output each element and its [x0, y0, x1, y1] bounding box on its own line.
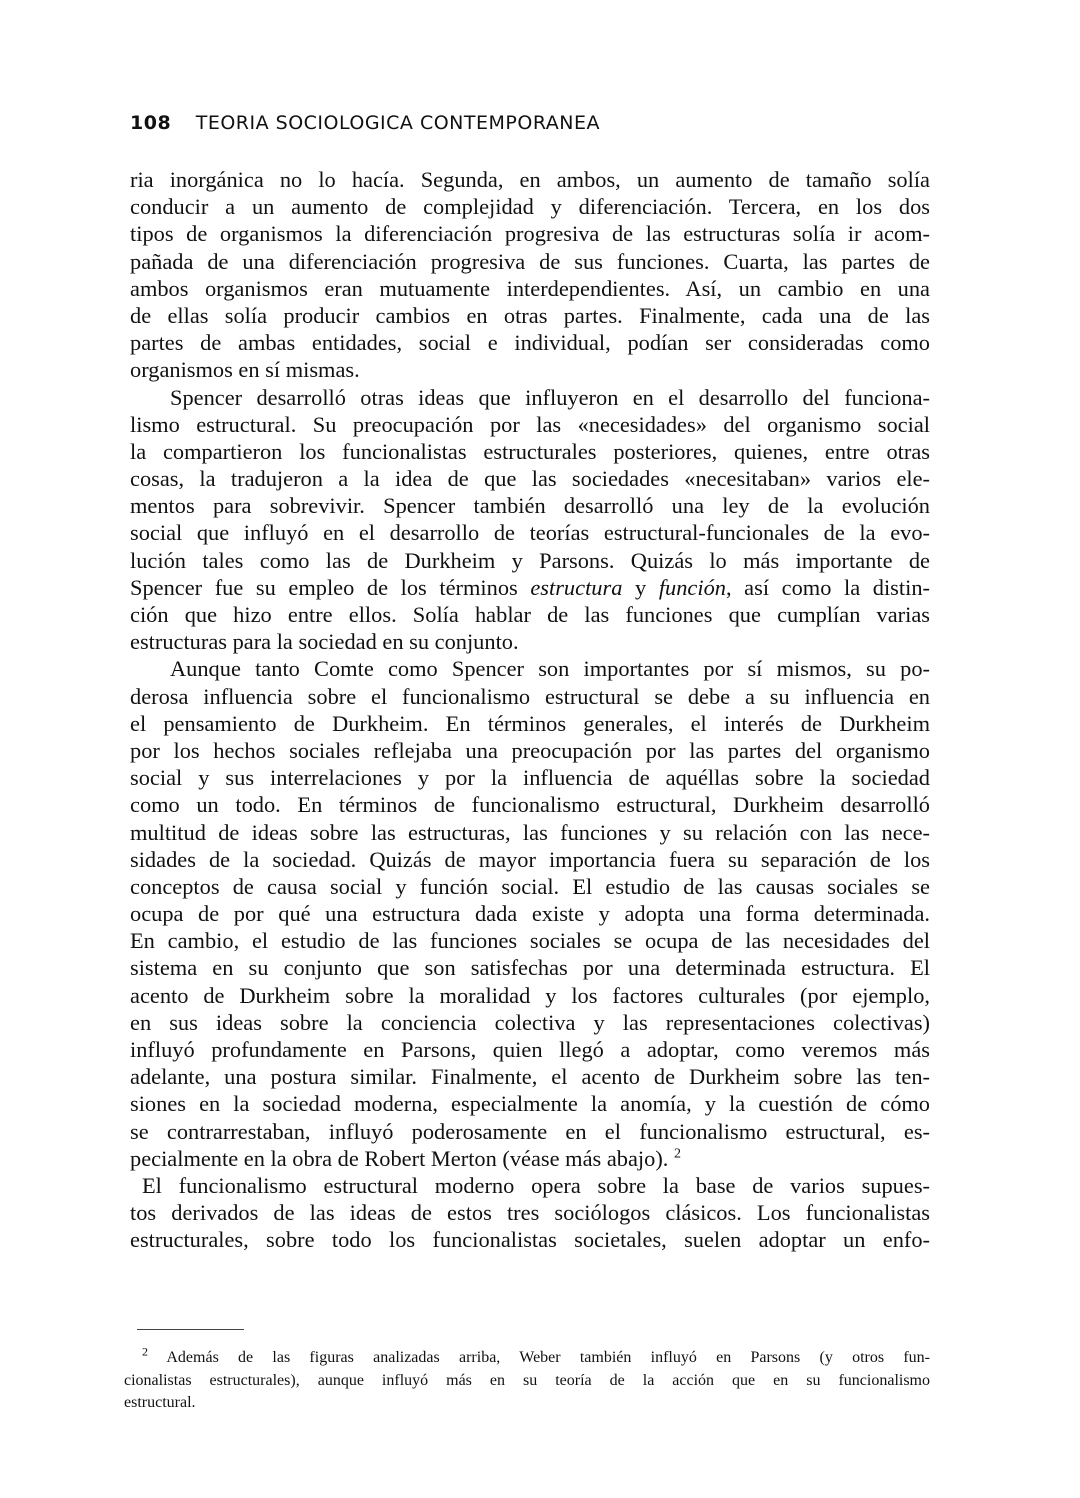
- text-line: ción que hizo entre ellos. Solía hablar de las funciones que cumplían varias: [130, 602, 930, 627]
- text-line: estructuras para la sociedad en su conjunto.: [130, 629, 519, 655]
- text-line: por los hechos sociales reflejaba una preocupación por las partes del organismo: [130, 737, 930, 763]
- italic-term: estructura: [530, 574, 623, 600]
- text-line: conceptos de causa social y función social. El estudio de las causas sociales se: [130, 873, 930, 899]
- footnote-reference: 2: [674, 1146, 682, 1162]
- body-text: [130, 166, 930, 1254]
- footnote-line: cionalistas estructurales), aunque influyó más en su teoría de la acción que en su funcionalismo: [124, 1371, 930, 1389]
- text-line: tipos de organismos la diferenciación progresiva de las estructuras solía ir acom-: [130, 221, 930, 247]
- text-line: Spencer desarrolló otras ideas que influyeron en el desarrollo del funciona-: [170, 384, 930, 410]
- text-segment: Spencer fue su empleo de los términos: [130, 574, 518, 600]
- text-line: estructurales, sobre todo los funcionalistas societales, suelen adoptar un enfo-: [130, 1227, 930, 1253]
- text-line: de ellas solía producir cambios en otras partes. Finalmente, cada una de las: [130, 302, 930, 328]
- text-line-mixed: [130, 574, 930, 601]
- text-line: ria inorgánica no lo hacía. Segunda, en ambos, un aumento de tamaño solía: [130, 167, 930, 192]
- text-line: social y sus interrelaciones y por la influencia de aquéllas sobre la sociedad: [130, 765, 930, 791]
- text-line: ambos organismos eran mutuamente interdependientes. Así, un cambio en una: [130, 275, 930, 301]
- text-line: sidades de la sociedad. Quizás de mayor importancia fuera su separación de los: [130, 846, 930, 872]
- text-line: En cambio, el estudio de las funciones sociales se ocupa de las necesidades del: [130, 928, 930, 954]
- text-line: acento de Durkheim sobre la moralidad y los factores culturales (por ejemplo,: [130, 982, 930, 1008]
- text-line: siones en la sociedad moderna, especialmente la anomía, y la cuestión de cómo: [130, 1091, 930, 1117]
- text-line: partes de ambas entidades, social e individual, podían ser consideradas como: [130, 330, 930, 356]
- text-line: multitud de ideas sobre las estructuras, las funciones y su relación con las nece-: [130, 819, 930, 845]
- footnote-divider: [137, 1329, 244, 1330]
- text-line: la compartieron los funcionalistas estructurales posteriores, quienes, entre otras: [130, 438, 930, 464]
- italic-term: función: [658, 574, 726, 600]
- text-segment: y: [635, 574, 647, 600]
- text-line: lución tales como las de Durkheim y Parsons. Quizás lo más importante de: [130, 547, 930, 573]
- text-line: sistema en su conjunto que son satisfechas por una determinada estructura. El: [130, 955, 930, 981]
- text-line: lismo estructural. Su preocupación por las «necesidades» del organismo social: [130, 411, 930, 437]
- text-line: Aunque tanto Comte como Spencer son importantes por sí mismos, su po-: [170, 656, 930, 682]
- text-line: como un todo. En términos de funcionalismo estructural, Durkheim desarrolló: [130, 792, 930, 818]
- text-line-with-note: [130, 1145, 930, 1172]
- text-line: pañada de una diferenciación progresiva de sus funciones. Cuarta, las partes de: [130, 248, 930, 274]
- text-segment: pecialmente en la obra de Robert Merton (véase más abajo).: [130, 1145, 669, 1171]
- text-line: tos derivados de las ideas de estos tres sociólogos clásicos. Los funcionalistas: [130, 1200, 930, 1226]
- text-line: ocupa de por qué una estructura dada existe y adopta una forma determinada.: [130, 901, 930, 927]
- page-number: 108: [130, 112, 172, 134]
- running-header: [130, 112, 950, 142]
- footnote-marker: 2: [142, 1344, 148, 1359]
- text-line: El funcionalismo estructural moderno opera sobre la base de varios supues-: [142, 1172, 930, 1198]
- text-line: en sus ideas sobre la conciencia colectiva y las representaciones colectivas): [130, 1009, 930, 1035]
- text-line: influyó profundamente en Parsons, quien llegó a adoptar, como veremos más: [130, 1037, 930, 1062]
- text-line: derosa influencia sobre el funcionalismo estructural se debe a su influencia en: [130, 683, 930, 709]
- text-line: adelante, una postura similar. Finalmente, el acento de Durkheim sobre las ten-: [130, 1064, 930, 1090]
- text-line: se contrarrestaban, influyó poderosamente en el funcionalismo estructural, es-: [130, 1118, 930, 1144]
- text-line: organismos en sí mismas.: [130, 357, 360, 383]
- text-segment: , así como la distin-: [725, 574, 930, 600]
- text-line: conducir a un aumento de complejidad y diferenciación. Tercera, en los dos: [130, 194, 930, 220]
- footnote-line: [124, 1344, 930, 1370]
- footnote-text: Además de las figuras analizadas arriba, Weber también influyó en Parsons (y otros fun-: [166, 1349, 930, 1366]
- text-line: mentos para sobrevivir. Spencer también desarrolló una ley de la evolución: [130, 493, 930, 519]
- running-title: TEORIA SOCIOLOGICA CONTEMPORANEA: [195, 112, 600, 134]
- footnotes: [124, 1344, 930, 1415]
- text-line: el pensamiento de Durkheim. En términos generales, el interés de Durkheim: [130, 710, 930, 736]
- text-line: social que influyó en el desarrollo de teorías estructural-funcionales de la evo-: [130, 520, 930, 546]
- footnote-line: estructural.: [124, 1394, 196, 1411]
- text-line: cosas, la tradujeron a la idea de que las sociedades «necesitaban» varios ele-: [130, 466, 930, 492]
